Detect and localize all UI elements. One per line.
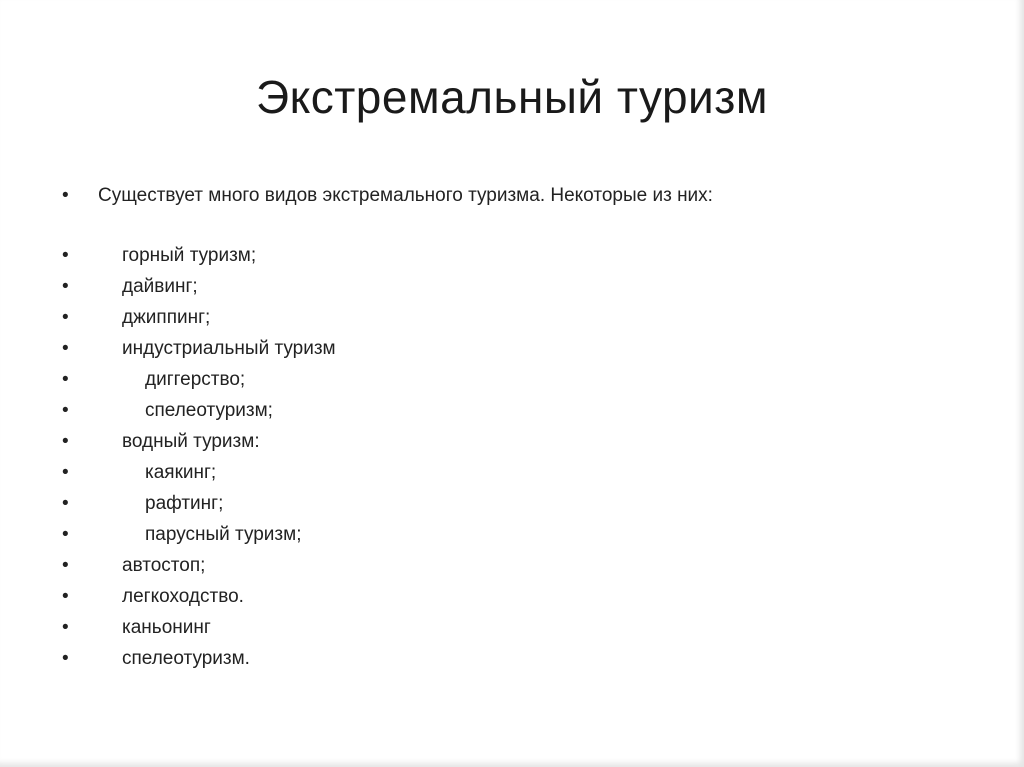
bullet-icon: • [62,586,69,607]
bullet-icon: • [62,493,69,514]
bullet-icon: • [62,400,69,421]
bullet-icon: • [62,185,69,206]
list-item-text: рафтинг; [145,493,224,514]
list-item-text: джиппинг; [122,307,211,328]
list-item-text: каякинг; [145,462,217,483]
bullet-icon: • [62,617,69,638]
list-item-text: дайвинг; [122,276,198,297]
list-item-text: парусный туризм; [145,524,302,545]
bullet-icon: • [62,245,69,266]
bullet-icon: • [62,524,69,545]
bullet-icon: • [62,431,69,452]
bullet-icon: • [62,307,69,328]
bullet-icon: • [62,338,69,359]
bullet-icon: • [62,648,69,669]
list-item-text: горный туризм; [122,245,257,266]
list-item-text: легкоходство. [122,586,244,607]
bullet-icon: • [62,462,69,483]
list-item-text: диггерство; [145,369,246,390]
intro-text: Существует много видов экстремального туризма. Некоторые из них: [98,185,713,206]
list-item-text: автостоп; [122,555,206,576]
list-item-text: индустриальный туризм [122,338,336,359]
bullet-icon: • [62,555,69,576]
list-item-text: водный туризм: [122,431,260,452]
list-item-text: каньонинг [122,617,211,638]
list-item-text: спелеотуризм. [122,648,250,669]
bullet-icon: • [62,276,69,297]
slide-title: Экстремальный туризм [256,71,768,123]
bullet-icon: • [62,369,69,390]
list-item-text: спелеотуризм; [145,400,273,421]
